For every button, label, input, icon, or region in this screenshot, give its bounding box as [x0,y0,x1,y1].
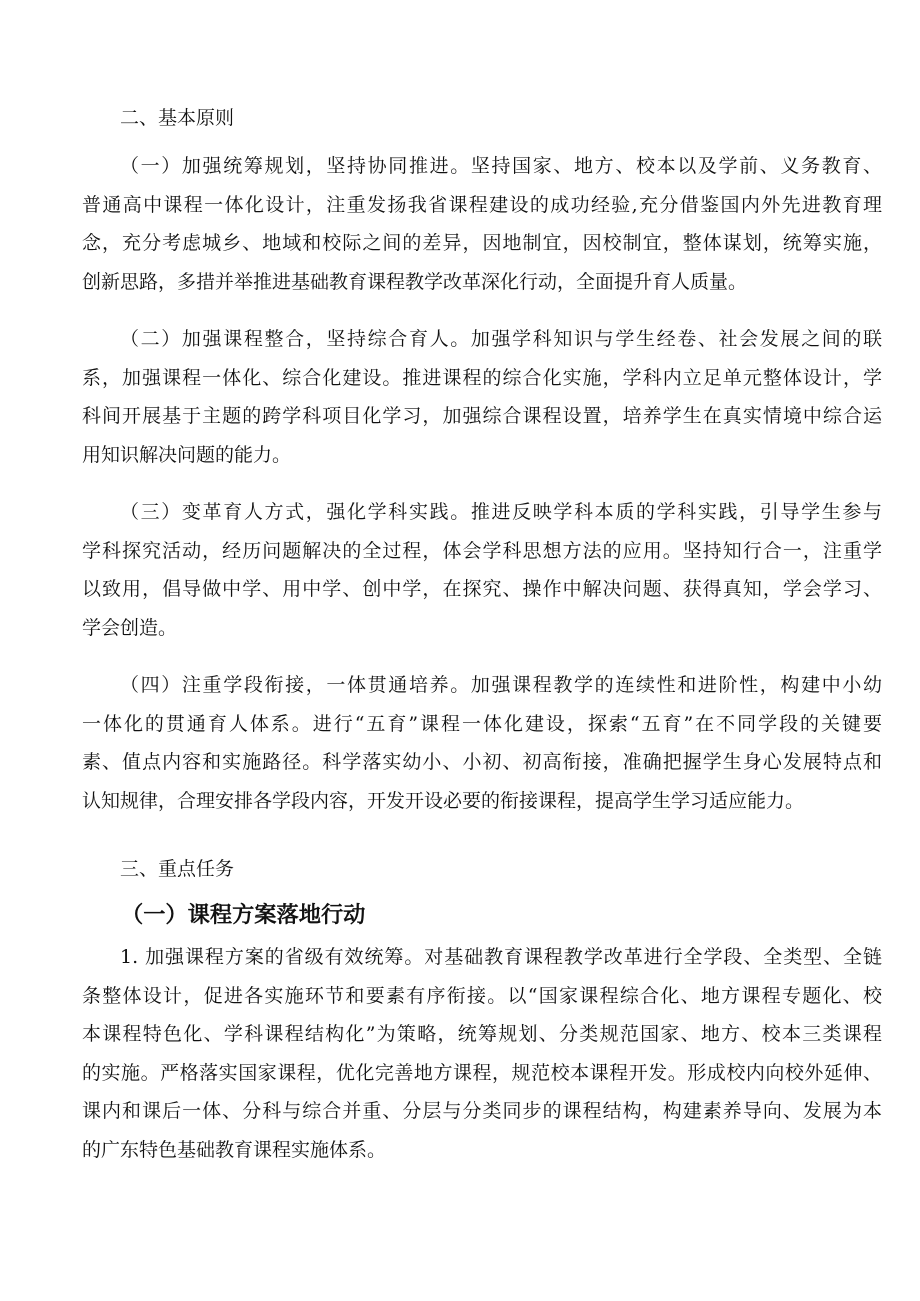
paragraph-principle-3 [82,499,882,653]
text-line: 以致用，倡导做中学、用中学、创中学，在探究、操作中解决问题、获得真知，学会学习、 [82,578,882,600]
text-line: 课内和课后一体、分科与综合并重、分层与分类同步的课程结构，构建素养导向、发展为本 [82,1100,882,1122]
text-line: 一体化的贯通育人体系。进行“五育”课程一体化建设，探索“五育”在不同学段的关键要 [82,712,882,735]
text-line: 的广东特色基础教育课程实施体系。 [82,1138,387,1161]
text-line: 1. 加强课程方案的省级有效统筹。对基础教育课程教学改革进行全学段、全类型、全链 [120,946,882,968]
section-heading-basic-principles: 二、基本原则 [120,107,235,129]
text-line: （一）加强统筹规划，坚持协同推进。坚持国家、地方、校本以及学前、义务教育、 [120,155,882,177]
section-heading-key-tasks: 三、重点任务 [120,858,235,880]
text-line: 创新思路，多措并举推进基础教育课程教学改革深化行动，全面提升育人质量。 [82,270,748,293]
paragraph-task-1 [82,944,882,1175]
text-line: 认知规律，合理安排各学段内容，开发开设必要的衔接课程，提高学生学习适应能力。 [82,789,805,812]
text-line: （三）变革育人方式，强化学科实践。推进反映学科本质的学科实践，引导学生参与 [120,501,882,523]
paragraph-principle-1 [82,153,882,307]
text-line: 的实施。严格落实国家课程，优化完善地方课程，规范校本课程开发。形成校内向校外延伸、 [82,1061,882,1084]
text-line: 学会创造。 [82,616,178,639]
text-line: 念，充分考虑城乡、地域和校际之间的差异，因地制宜，因校制宜，整体谋划，统筹实施， [82,232,882,254]
text-line: （四）注重学段衔接，一体贯通培养。加强课程教学的连续性和进阶性，构建中小幼 [120,674,882,696]
text-line: 普通高中课程一体化设计，注重发扬我省课程建设的成功经验,充分借鉴国内外先进教育理 [82,193,882,216]
paragraph-principle-4 [82,672,882,826]
text-line: 学科探究活动，经历问题解决的全过程，体会学科思想方法的应用。坚持知行合一，注重学 [82,539,882,562]
paragraph-principle-2 [82,326,882,480]
text-line: 科间开展基于主题的跨学科项目化学习，加强综合课程设置，培养学生在真实情境中综合运 [82,405,882,427]
text-line: 条整体设计，促进各实施环节和要素有序衔接。以“国家课程综合化、地方课程专题化、校 [82,984,882,1007]
subsection-heading-curriculum-plan: （一）课程方案落地行动 [121,902,366,928]
text-line: 系，加强课程一体化、综合化建设。推进课程的综合化实施，学科内立足单元整体设计，学 [82,366,882,389]
text-line: （二）加强课程整合，坚持综合育人。加强学科知识与学生经卷、社会发展之间的联 [120,328,882,350]
text-line: 本课程特色化、学科课程结构化”为策略，统筹规划、分类规范国家、地方、校本三类课程 [82,1023,882,1045]
text-line: 素、值点内容和实施路径。科学落实幼小、小初、初高衔接，准确把握学生身心发展特点和 [82,751,882,773]
text-line: 用知识解决问题的能力。 [82,443,292,466]
